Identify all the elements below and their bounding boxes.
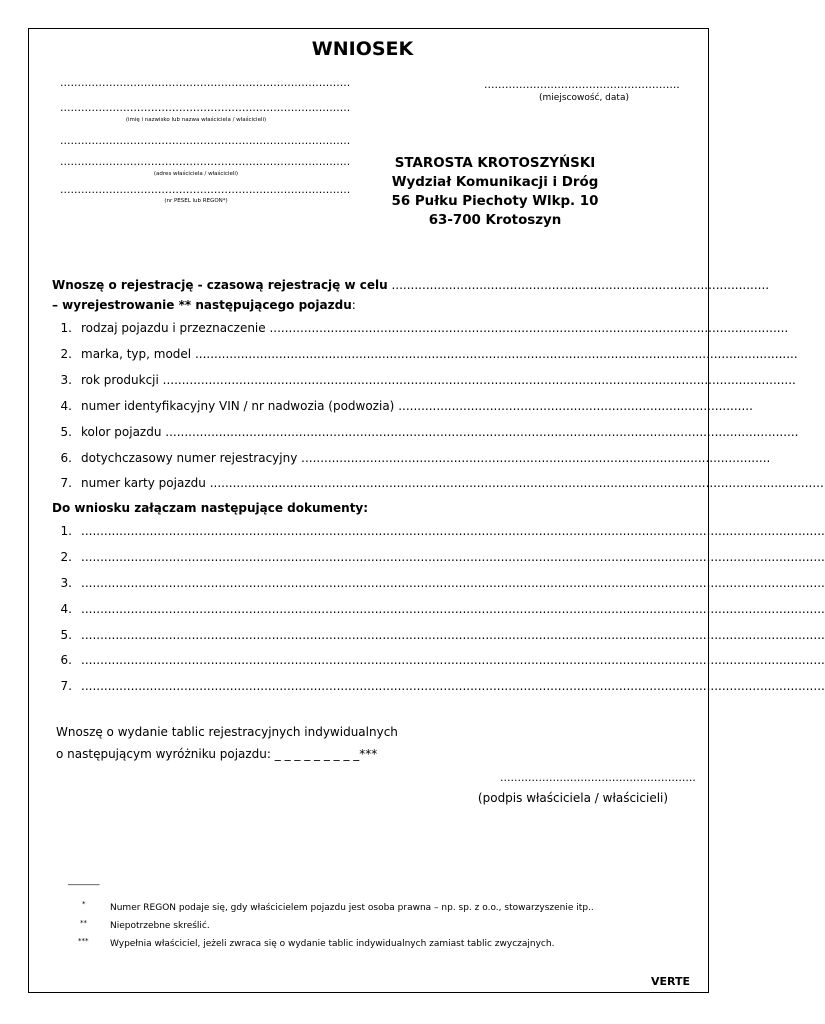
footnote-strike: Niepotrzebne skreślić. (110, 921, 210, 931)
footnote-mark: ** (80, 919, 87, 927)
signature-field[interactable]: ........................................................ (500, 771, 696, 784)
document-item (50, 679, 825, 693)
place-date-caption: (miejscowość, data) (539, 93, 629, 103)
vehicle-type-field[interactable]: ........................................................................................................................................ (269, 321, 789, 335)
vehicle-item (50, 476, 824, 490)
item-number: 1. (60, 321, 72, 335)
owner-name-caption: (imię i nazwisko lub nazwa właściciela / właścicieli) (125, 117, 267, 123)
verte-label: VERTE (651, 975, 691, 988)
vehicle-item (50, 347, 798, 361)
addressee-block (370, 154, 620, 230)
item-label: numer identyfikacyjny VIN / nr nadwozia (podwozia) (81, 399, 395, 413)
item-number: 2. (60, 550, 72, 564)
color-field[interactable]: ...................................................................................................................................................................... (165, 425, 799, 439)
pesel-regon-caption: (nr PESEL lub REGON*) (164, 198, 228, 204)
vehicle-item (50, 373, 796, 387)
request-line-1 (52, 278, 770, 292)
item-number: 3. (60, 576, 72, 590)
footnote-regon: Numer REGON podaje się, gdy właścicielem pojazdu jest osoba prawna – np. sp. z o.o., stowarzyszenie itp.. (110, 903, 594, 913)
owner-address-caption: (adres właściciela / właścicieli) (153, 171, 239, 177)
item-label: rodzaj pojazdu i przeznaczenie (81, 321, 266, 335)
document-item (50, 576, 825, 590)
documents-heading: Do wniosku załączam następujące dokumenty: (52, 501, 369, 515)
footnote-mark: *** (78, 937, 89, 945)
document-item (50, 550, 825, 564)
owner-address-field-2[interactable]: ................................................................................... (60, 155, 351, 168)
footnote-plates: Wypełnia właściciel, jeżeli zwraca się o wydanie tablic indywidualnych zamiast tablic zwyczajnych. (110, 939, 555, 949)
item-label: dotychczasowy numer rejestracyjny (81, 451, 298, 465)
item-number: 3. (60, 373, 72, 387)
document-field[interactable]: ................................................................................................................................................................................................... (81, 524, 825, 538)
document-item (50, 653, 825, 667)
footnote-rule: _______ (68, 876, 100, 886)
document-item (50, 524, 825, 538)
item-number: 4. (60, 602, 72, 616)
colon: : (351, 298, 356, 312)
document-field[interactable]: ................................................................................................................................................................................................... (81, 679, 825, 693)
document-item (50, 602, 825, 616)
item-number: 1. (60, 524, 72, 538)
place-date-field[interactable]: ........................................................ (484, 78, 680, 91)
owner-name-field-1[interactable]: ................................................................................... (60, 76, 351, 89)
deregistration-heading: – wyrejestrowanie ** następującego pojazdu (52, 298, 352, 312)
addressee-street: 56 Pułku Piechoty Wlkp. 10 (391, 194, 599, 209)
document-item (50, 628, 825, 642)
make-model-field[interactable]: .............................................................................................................................................................. (194, 347, 798, 361)
vehicle-item (50, 451, 771, 465)
plates-request-line-2[interactable]: o następującym wyróżniku pojazdu: _ _ _ _ _ _ _ _ _*** (56, 747, 378, 761)
item-number: 5. (60, 628, 72, 642)
item-number: 6. (60, 653, 72, 667)
item-number: 7. (60, 679, 72, 693)
document-field[interactable]: ................................................................................................................................................................................................... (81, 628, 825, 642)
item-number: 2. (60, 347, 72, 361)
signature-caption: (podpis właściciela / właścicieli) (477, 791, 669, 805)
owner-name-field-2[interactable]: ................................................................................... (60, 101, 351, 114)
request-heading: Wnoszę o rejestrację - czasową rejestrację w celu (52, 278, 388, 292)
pesel-regon-field[interactable]: ................................................................................... (60, 183, 351, 196)
item-label: rok produkcji (81, 373, 159, 387)
request-purpose-field[interactable]: ................................................................................................... (391, 278, 770, 292)
addressee-office: STAROSTA KROTOSZYŃSKI (394, 156, 596, 171)
item-label: numer karty pojazdu (81, 476, 206, 490)
plates-request-line-1: Wnoszę o wydanie tablic rejestracyjnych indywidualnych (56, 725, 398, 739)
previous-registration-field[interactable]: ........................................................................................................................... (301, 451, 771, 465)
vehicle-item (50, 321, 789, 335)
production-year-field[interactable]: ...................................................................................................................................................................... (162, 373, 796, 387)
item-label: marka, typ, model (81, 347, 192, 361)
vehicle-card-field[interactable]: ................................................................................................................................................................. (209, 476, 824, 490)
vehicle-item (50, 425, 799, 439)
vin-field[interactable]: ............................................................................................. (398, 399, 753, 413)
item-label: kolor pojazdu (81, 425, 162, 439)
request-line-2 (52, 298, 356, 312)
item-number: 7. (60, 476, 72, 490)
addressee-city: 63-700 Krotoszyn (428, 213, 562, 228)
addressee-department: Wydział Komunikacji i Dróg (391, 175, 599, 190)
vehicle-item (50, 399, 753, 413)
document-field[interactable]: ................................................................................................................................................................................................... (81, 550, 825, 564)
owner-address-field-1[interactable]: ................................................................................... (60, 134, 351, 147)
document-field[interactable]: ................................................................................................................................................................................................... (81, 576, 825, 590)
item-number: 5. (60, 425, 72, 439)
document-field[interactable]: ................................................................................................................................................................................................... (81, 653, 825, 667)
item-number: 4. (60, 399, 72, 413)
item-number: 6. (60, 451, 72, 465)
footnote-mark: * (82, 900, 86, 908)
form-title: WNIOSEK (311, 38, 414, 60)
document-field[interactable]: ................................................................................................................................................................................................... (81, 602, 825, 616)
